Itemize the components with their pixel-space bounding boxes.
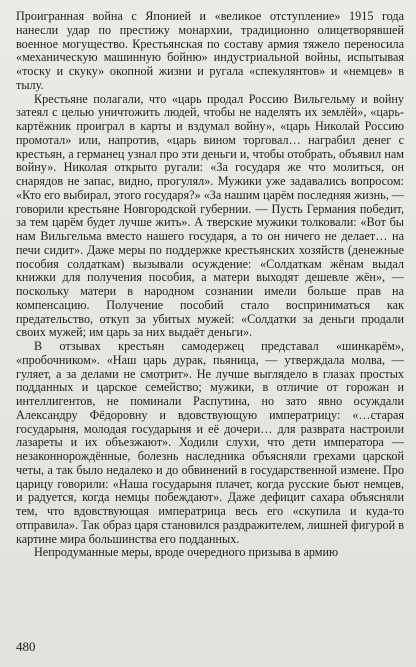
paragraph-4: Непродуманные меры, вроде очередного призыва в армию	[34, 545, 339, 560]
page-number: 480	[16, 639, 36, 654]
paragraph-1: Проигранная война с Японией и «великое отступление» 1915 года нанесли удар по престижу монархии, традиционно олицетворявшей военное могущество. Крестьянская по составу армия тяжело переносила «механическую машинную бойню» индустриальной войны, испытывая «тоску и скуку» окопной жизни и ругала «спекулянтов» и «немцев» в тылу.	[16, 9, 404, 92]
paragraph-2: Крестьяне полагали, что «царь продал Россию Вильгельму и войну затеял с целью уничтожить людей, чтобы не наделять их землёй», «царь-картёжник проиграл в карты и вздумал войну», «царь Николай Россию промотал» или, напротив, «царь вином торговал… награбил денег с крестьян, а германец узнал про эти деньги и, чтобы отобрать, объявил нам войну». Николая открыто ругали: «За государя же что молиться, он снарядов не запас, видно, прогулял». Мужики уже задавались вопросом: «Кто его выбирал, этого государя?» «За нашим царём последняя жизнь, — говорили крестьяне Новгородской губернии. — Пусть Германия победит, за тем царём будет лучше жить». А тверские мужики толковали: «Вот бы нам Вильгельма вместо нашего государя, а то он ничего не делает… на печи сидит». Даже меры по поддержке крестьянских хозяйств (денежные пособия солдаткам) вызывали осуждение: «Солдаткам жёнам выдал книжки для получения пособия, а матери выходят дешевле жён», — поскольку матери в народном сознании имели больше прав на компенсацию. Получение пособий стало восприниматься как предательство, откуп за убитых мужей: «Солдатки за деньги продали своих мужей; им царь за них выдаёт деньги».	[16, 91, 404, 340]
paragraph-3: В отзывах крестьян самодержец представал «шинкарём», «пробочником». «Наш царь дурак, пьяница, — утверждала молва, — гуляет, а за делами не смотрит». Не лучше выглядело в глазах простых подданных и царское семейство; мужики, в отличие от горожан и интеллигентов, не поминали Распутина, но зато явно осуждали Александру Фёдоровну и вдовствующую императрицу: «…старая государыня, молодая государыня и её дочери… для разврата настроили лазареты и их объезжают». Ходили слухи, что дети императора — незаконнорождённые, болезнь наследника объясняли грехами царской четы, а так было недалеко и до обвинений в государственной измене. Про царицу говорили: «Наша государыня плачет, когда русские бьют немцев, и радуется, когда немцы побеждают». Даже дефицит сахара объясняли тем, что вдовствующая императрица весь его «скупила и куда-то отправила». Так образ царя становился раздражителем, лишней фигурой в картине мира большинства его подданных.	[16, 339, 404, 546]
